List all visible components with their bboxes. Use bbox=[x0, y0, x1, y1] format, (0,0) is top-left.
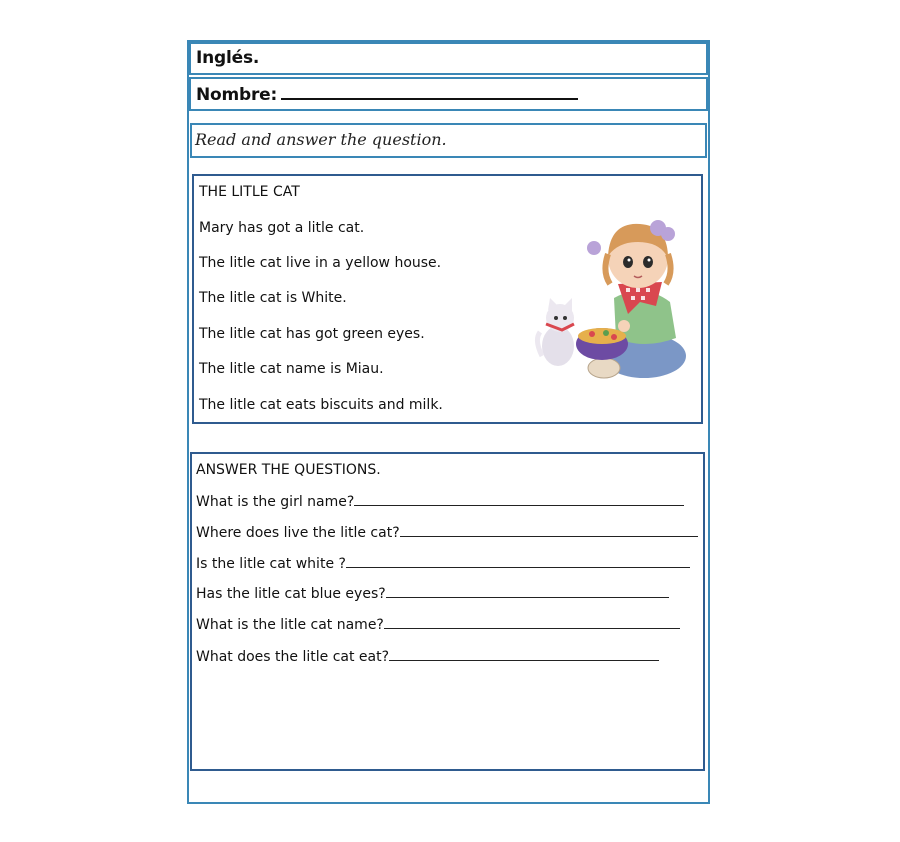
answer-line[interactable] bbox=[389, 648, 659, 661]
story-line: The litle cat has got green eyes. bbox=[199, 326, 425, 342]
instruction-box bbox=[190, 123, 707, 158]
question-row bbox=[196, 585, 669, 602]
name-box bbox=[189, 77, 708, 111]
name-blank-line[interactable] bbox=[281, 83, 578, 100]
subject-title: Inglés. bbox=[196, 48, 260, 68]
answer-line[interactable] bbox=[346, 555, 690, 568]
instruction-text: Read and answer the question. bbox=[195, 130, 447, 149]
question-row bbox=[196, 648, 659, 665]
story-line: The litle cat name is Miau. bbox=[199, 361, 384, 377]
question-text: Where does live the litle cat? bbox=[196, 525, 400, 541]
answer-line[interactable] bbox=[386, 585, 669, 598]
question-row bbox=[196, 493, 684, 510]
answer-line[interactable] bbox=[384, 616, 680, 629]
question-text: Has the litle cat blue eyes? bbox=[196, 586, 386, 602]
girl-with-cat-illustration bbox=[532, 206, 690, 382]
questions-title: ANSWER THE QUESTIONS. bbox=[196, 462, 381, 478]
question-text: What is the litle cat name? bbox=[196, 617, 384, 633]
story-line: The litle cat eats biscuits and milk. bbox=[199, 397, 443, 413]
question-text: What is the girl name? bbox=[196, 494, 355, 510]
question-text: What does the litle cat eat? bbox=[196, 649, 390, 665]
answer-line[interactable] bbox=[400, 524, 698, 537]
story-title: THE LITLE CAT bbox=[199, 184, 300, 200]
question-row bbox=[196, 555, 690, 572]
question-row bbox=[196, 616, 680, 633]
question-text: Is the litle cat white ? bbox=[196, 556, 346, 572]
subject-box bbox=[189, 42, 708, 75]
questions-panel bbox=[190, 452, 705, 771]
question-row bbox=[196, 524, 698, 541]
story-line: Mary has got a litle cat. bbox=[199, 220, 365, 236]
story-line: The litle cat is White. bbox=[199, 290, 347, 306]
name-field[interactable] bbox=[196, 83, 578, 105]
story-line: The litle cat live in a yellow house. bbox=[199, 255, 442, 271]
name-label: Nombre: bbox=[196, 85, 278, 105]
answer-line[interactable] bbox=[354, 493, 684, 506]
